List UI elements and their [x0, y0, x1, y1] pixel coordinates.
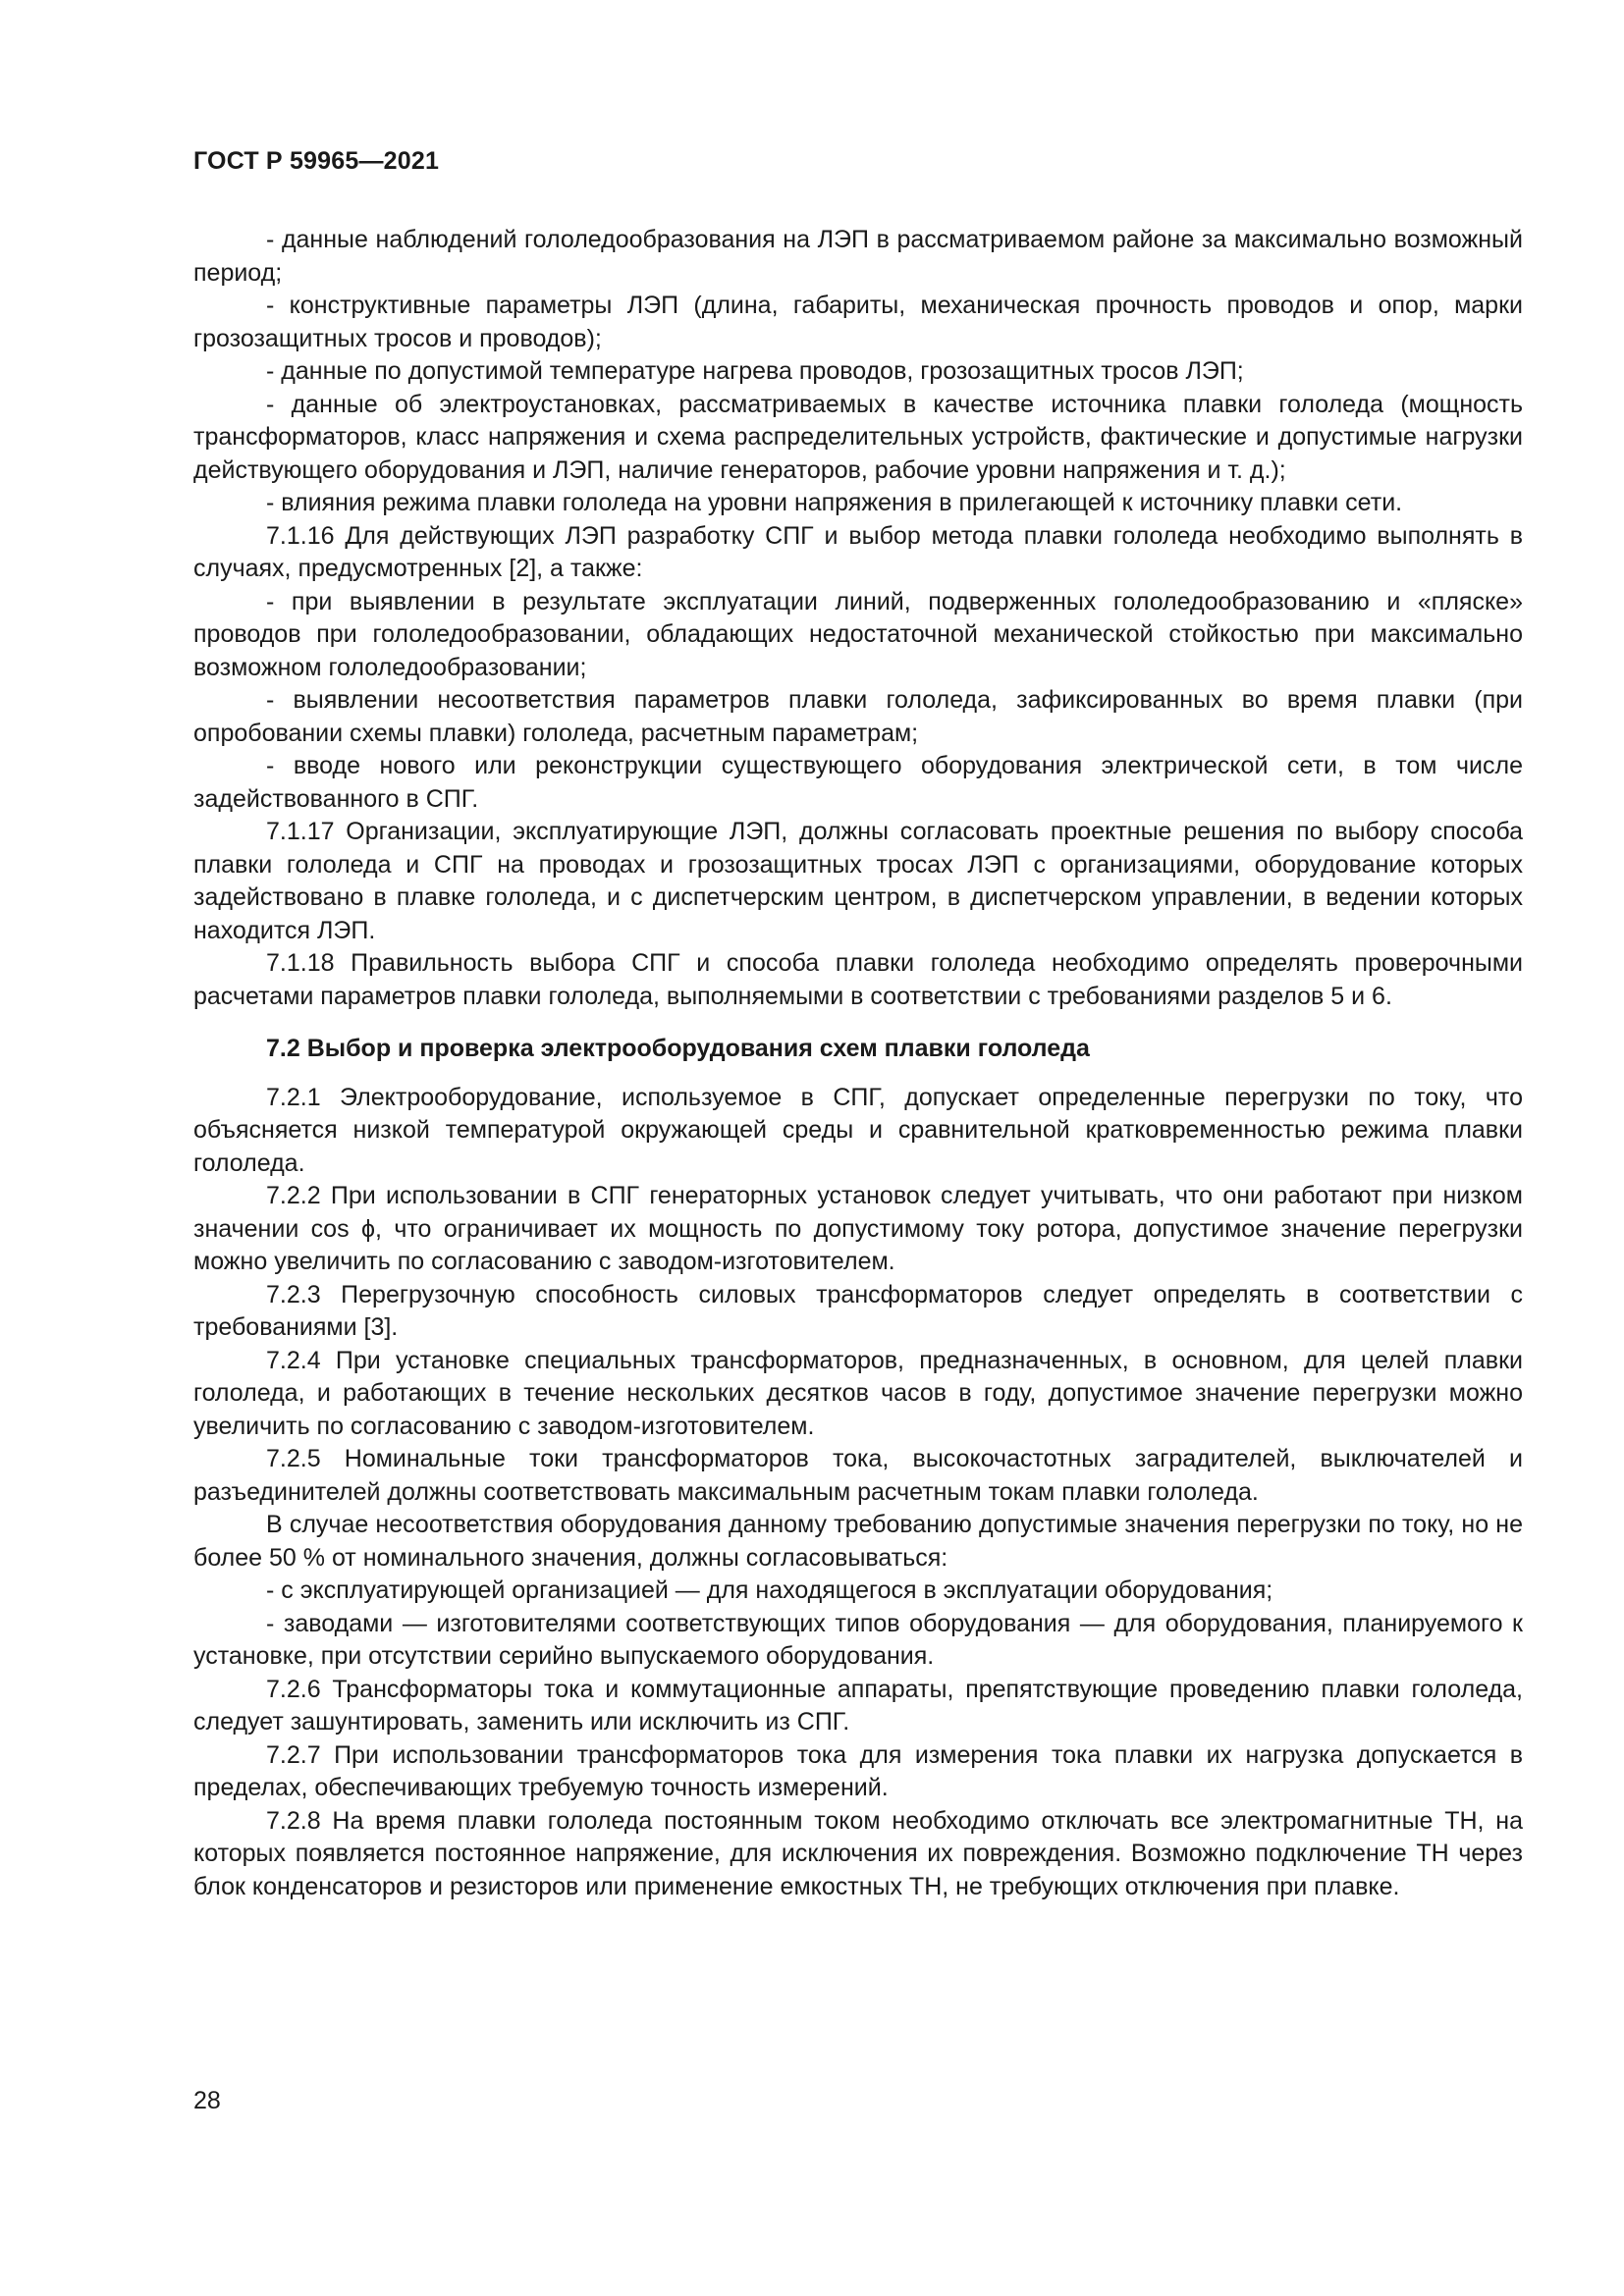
page-number: 28 — [193, 2087, 221, 2114]
paragraph: 7.1.18 Правильность выбора СПГ и способа плавки гололеда необходимо определять проверочными расчетами параметров плавки гололеда, выполняемыми в соответствии с требованиями разделов 5 и 6. — [193, 949, 1523, 1010]
paragraph: 7.2.3 Перегрузочную способность силовых трансформаторов следует определять в соответствии с требованиями [3]. — [193, 1280, 1523, 1341]
paragraph: - данные об электроустановках, рассматриваемых в качестве источника плавки гололеда (мощность трансформаторов, класс напряжения и схема распределительных устройств, фактические и допустимые нагрузки действующего оборудования и ЛЭП, наличие генераторов, рабочие уровни напряжения и т. д.); — [193, 390, 1523, 484]
paragraph: 7.1.16 Для действующих ЛЭП разработку СПГ и выбор метода плавки гололеда необходимо выполнять в случаях, предусмотренных [2], а также: — [193, 521, 1523, 582]
paragraph: - влияния режима плавки гололеда на уровни напряжения в прилегающей к источнику плавки сети. — [266, 489, 1403, 516]
paragraph: - данные по допустимой температуре нагрева проводов, грозозащитных тросов ЛЭП; — [266, 357, 1244, 385]
paragraph: - выявлении несоответствия параметров плавки гололеда, зафиксированных во время плавки (при опробовании схемы плавки) гололеда, расчетным параметрам; — [193, 686, 1523, 747]
paragraph: 7.2.5 Номинальные токи трансформаторов тока, высокочастотных заградителей, выключателей и разъединителей должны соответствовать максимальным расчетным токам плавки гололеда. — [193, 1445, 1523, 1506]
document-code-header: ГОСТ Р 59965—2021 — [193, 147, 440, 175]
paragraph: В случае несоответствия оборудования данному требованию допустимые значения перегрузки по току, но не более 50 % от номинального значения, должны согласовываться: — [193, 1511, 1523, 1572]
paragraph: 7.2.2 При использовании в СПГ генераторных установок следует учитывать, что они работают при низком значении cos ϕ, что ограничивает их мощность по допустимому току ротора, допустимое значение перегрузки можно увеличить по согласованию с заводом-изготовителем. — [193, 1182, 1523, 1275]
paragraph: 7.2.1 Электрооборудование, используемое в СПГ, допускает определенные перегрузки по току, что объясняется низкой температурой окружающей среды и сравнительной кратковременностью режима плавки гололеда. — [193, 1083, 1523, 1177]
paragraph: - конструктивные параметры ЛЭП (длина, габариты, механическая прочность проводов и опор, марки грозозащитных тросов и проводов); — [193, 292, 1523, 352]
document-body — [193, 224, 1523, 1903]
paragraph: 7.2.8 На время плавки гололеда постоянным током необходимо отключать все электромагнитные ТН, на которых появляется постоянное напряжение, для исключения их повреждения. Возможно подключение ТН через блок конденсаторов и резисторов или применение емкостных ТН, не требующих отключения при плавке. — [193, 1806, 1523, 1900]
paragraph: - при выявлении в результате эксплуатации линий, подверженных гололедообразованию и «пляске» проводов при гололедообразовании, обладающих недостаточной механической стойкостью при максимально возможном гололедообразовании; — [193, 587, 1523, 681]
paragraph: - вводе нового или реконструкции существующего оборудования электрической сети, в том числе задействованного в СПГ. — [193, 752, 1523, 813]
section-heading: 7.2 Выбор и проверка электрооборудования схем плавки гололеда — [266, 1035, 1090, 1062]
paragraph: - данные наблюдений гололедообразования на ЛЭП в рассматриваемом районе за максимально возможный период; — [193, 226, 1523, 287]
paragraph: - с эксплуатирующей организацией — для находящегося в эксплуатации оборудования; — [266, 1576, 1273, 1604]
paragraph: 7.2.6 Трансформаторы тока и коммутационные аппараты, препятствующие проведению плавки гололеда, следует зашунтировать, заменить или исключить из СПГ. — [193, 1675, 1523, 1735]
paragraph: - заводами — изготовителями соответствующих типов оборудования — для оборудования, планируемого к установке, при отсутствии серийно выпускаемого оборудования. — [193, 1609, 1523, 1670]
paragraph: 7.1.17 Организации, эксплуатирующие ЛЭП, должны согласовать проектные решения по выбору способа плавки гололеда и СПГ на проводах и грозозащитных тросах ЛЭП с организациями, оборудование которых задействовано в плавке гололеда, и с диспетчерским центром, в диспетчерском управлении, в ведении которых находится ЛЭП. — [193, 818, 1523, 944]
paragraph: 7.2.7 При использовании трансформаторов тока для измерения тока плавки их нагрузка допускается в пределах, обеспечивающих требуемую точность измерений. — [193, 1740, 1523, 1801]
paragraph: 7.2.4 При установке специальных трансформаторов, предназначенных, в основном, для целей плавки гололеда, и работающих в течение нескольких десятков часов в году, допустимое значение перегрузки можно увеличить по согласованию с заводом-изготовителем. — [193, 1346, 1523, 1440]
